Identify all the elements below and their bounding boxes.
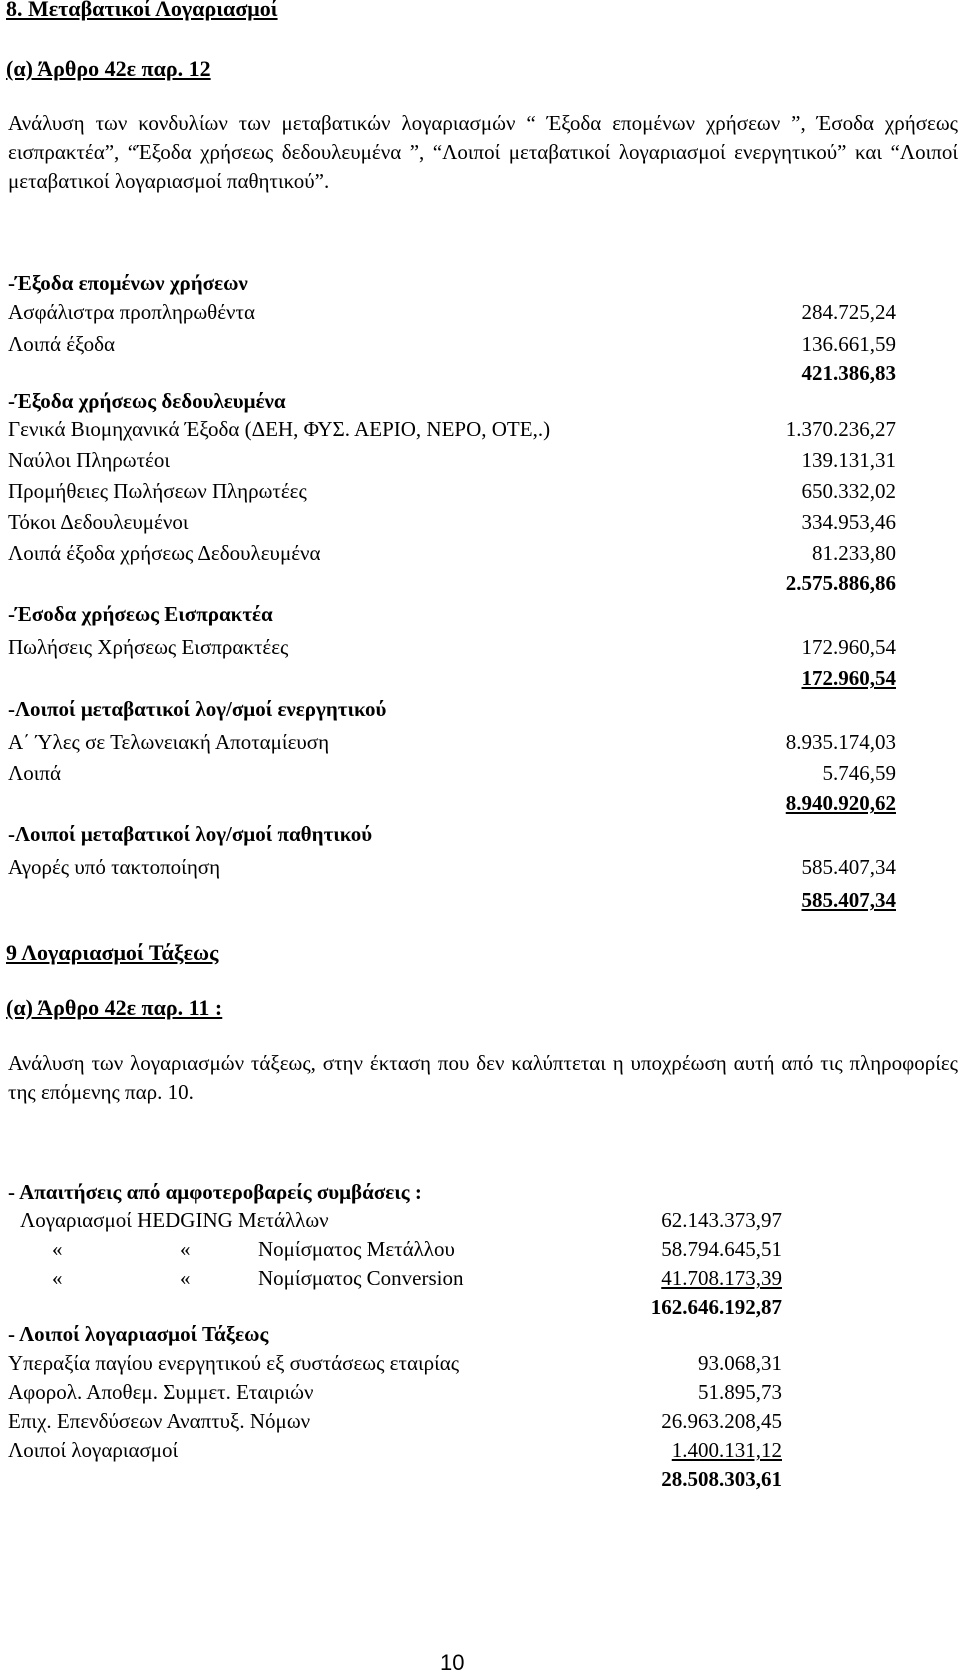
item-value: 51.895,73 (698, 1380, 782, 1404)
item-value: 139.131,31 (801, 448, 896, 472)
group-heading: -Έξοδα επομένων χρήσεων (8, 271, 248, 295)
group-total: 421.386,83 (801, 361, 896, 385)
group-heading: - Απαιτήσεις από αμφοτεροβαρείς συμβάσεις : (8, 1180, 422, 1204)
item-value: 585.407,34 (801, 855, 896, 879)
item-value: 172.960,54 (801, 635, 896, 659)
item-label: Νομίσματος Conversion (258, 1266, 464, 1290)
group-heading: - Λοιποί λογαριασμοί Τάξεως (8, 1322, 269, 1346)
ditto-mark: « (52, 1266, 63, 1290)
section-9-subtitle: (α) Άρθρο 42ε παρ. 11 : (6, 995, 223, 1020)
item-label: Αφορολ. Αποθεμ. Συμμετ. Εταιριών (8, 1380, 314, 1404)
item-label: Λοιπά (8, 761, 61, 785)
ditto-mark: « (180, 1266, 191, 1290)
item-label: Προμήθειες Πωλήσεων Πληρωτέες (8, 479, 307, 503)
item-label: Υπεραξία παγίου ενεργητικού εξ συστάσεως εταιρίας (8, 1351, 460, 1375)
item-value: 5.746,59 (822, 761, 896, 785)
group-total: 28.508.303,61 (661, 1467, 782, 1491)
item-label: Λοιπά έξοδα χρήσεως Δεδουλευμένα (8, 541, 321, 565)
group-total: 2.575.886,86 (785, 571, 896, 595)
item-label: Λοιπά έξοδα (8, 332, 116, 356)
group-total: 8.940.920,62 (785, 791, 896, 815)
item-label: Γενικά Βιομηχανικά Έξοδα (ΔΕΗ, ΦΥΣ. ΑΕΡΙΟ, ΝΕΡΟ, ΟΤΕ,.) (8, 417, 551, 441)
item-label: Πωλήσεις Χρήσεως Εισπρακτέες (8, 635, 289, 659)
ditto-mark: « (180, 1237, 191, 1261)
item-value: 1.370.236,27 (785, 417, 896, 441)
ditto-mark: « (52, 1237, 63, 1261)
item-value: 62.143.373,97 (661, 1208, 782, 1232)
group-total: 172.960,54 (801, 666, 896, 690)
item-value: 334.953,46 (801, 510, 896, 534)
item-label: Αγορές υπό τακτοποίηση (8, 855, 221, 879)
item-value: 1.400.131,12 (671, 1438, 782, 1462)
item-label: Τόκοι Δεδουλευμένοι (8, 510, 189, 534)
item-value: 650.332,02 (801, 479, 896, 503)
item-label: Επιχ. Επενδύσεων Αναπτυξ. Νόμων (8, 1409, 311, 1433)
item-value: 26.963.208,45 (661, 1409, 782, 1433)
page-number: 10 (440, 1650, 465, 1675)
section-8-subtitle: (α) Άρθρο 42ε παρ. 12 (6, 56, 211, 81)
item-value: 41.708.173,39 (661, 1266, 782, 1290)
item-value: 8.935.174,03 (785, 730, 896, 754)
item-value: 81.233,80 (812, 541, 896, 565)
group-heading: -Έσοδα χρήσεως Εισπρακτέα (8, 602, 273, 626)
section-9-intro: Ανάλυση των λογαριασμών τάξεως, στην έκταση που δεν καλύπτεται η υποχρέωση αυτή από τις πληροφορίες της επόμενης παρ. 10. (8, 1051, 958, 1104)
item-label: Ασφάλιστρα προπληρωθέντα (8, 300, 255, 324)
section-8-intro: Ανάλυση των κονδυλίων των μεταβατικών λογαριασμών “ Έξοδα επομένων χρήσεων ”, Έσοδα χρήσεως εισπρακτέα”, “Έξοδα χρήσεως δεδουλευμένα ”, “Λοιποί μεταβατικοί λογαριασμοί ενεργητικού” και “Λοιποί μεταβατικοί λογαριασμοί παθητικού”. (8, 111, 958, 193)
group-heading: -Έξοδα χρήσεως δεδουλευμένα (8, 389, 286, 413)
group-heading: -Λοιποί μεταβατικοί λογ/σμοί παθητικού (8, 822, 373, 846)
section-9-title: 9 Λογαριασμοί Τάξεως (6, 940, 219, 965)
item-value: 93.068,31 (698, 1351, 782, 1375)
item-label: Λοιποί λογαριασμοί (8, 1438, 179, 1462)
section-8-title: 8. Μεταβατικοί Λογαριασμοί (6, 0, 278, 21)
item-value: 136.661,59 (801, 332, 896, 356)
item-value: 58.794.645,51 (661, 1237, 782, 1261)
item-label: Ναύλοι Πληρωτέοι (8, 448, 171, 472)
group-total: 162.646.192,87 (650, 1295, 782, 1319)
group-heading: -Λοιποί μεταβατικοί λογ/σμοί ενεργητικού (8, 697, 387, 721)
group-total: 585.407,34 (801, 888, 896, 912)
item-value: 284.725,24 (801, 300, 896, 324)
item-label: Α΄ Ύλες σε Τελωνειακή Αποταμίευση (8, 730, 330, 754)
item-label: Νομίσματος Μετάλλου (258, 1237, 455, 1261)
item-label: Λογαριασμοί HEDGING Μετάλλων (20, 1208, 329, 1232)
